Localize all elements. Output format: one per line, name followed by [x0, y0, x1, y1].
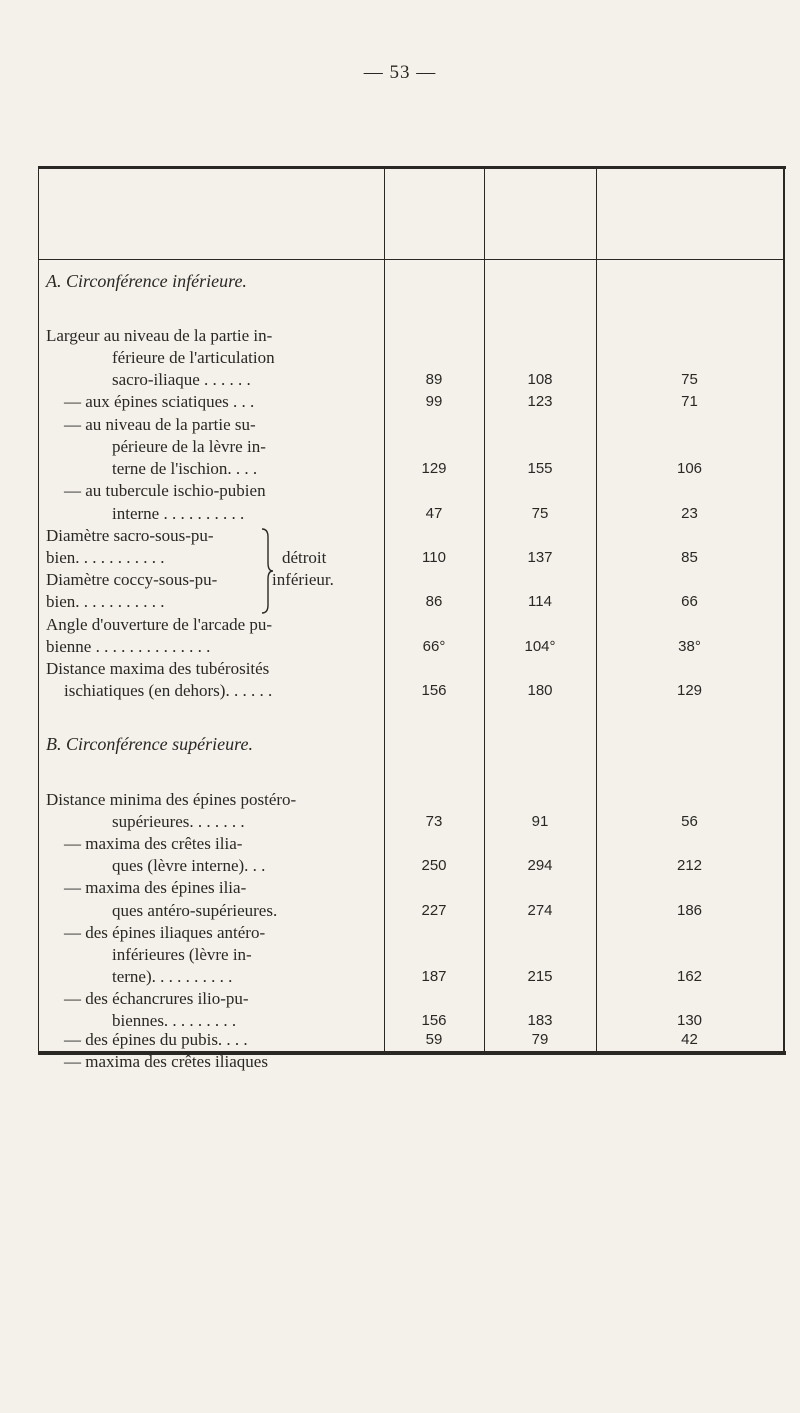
cell-value: 38°: [678, 638, 701, 655]
row-label-line: — au niveau de la partie su-: [64, 415, 256, 434]
row-label-line: férieure de l'articulation: [112, 348, 275, 367]
cell-value: 156: [421, 682, 447, 699]
row-label-line: ques antéro-supérieures.: [112, 901, 278, 920]
cell-value: 110: [422, 549, 446, 566]
cell-value: 99: [425, 393, 443, 410]
cell-value: 123: [527, 393, 553, 410]
row-label-line: Diamètre coccy-sous-pu-: [46, 570, 218, 589]
cell-value: 250: [421, 857, 447, 874]
cell-value: 71: [681, 393, 698, 410]
row-label-line: Angle d'ouverture de l'arcade pu-: [46, 615, 273, 634]
row-label-line: supérieures. . . . . . .: [112, 812, 245, 831]
cell-value: 187: [421, 968, 447, 985]
cell-value: 66: [681, 593, 698, 610]
row-label-line: interne . . . . . . . . . .: [112, 504, 245, 523]
row-label-line: ques (lèvre interne). . .: [112, 856, 266, 875]
cell-value: 79: [531, 1031, 549, 1048]
cell-value: 85: [681, 549, 698, 566]
cell-value: 56: [681, 813, 698, 830]
cell-value: 66°: [422, 638, 446, 655]
cell-value: 47: [425, 505, 443, 522]
row-label-line: Distance minima des épines postéro-: [46, 790, 297, 809]
row-label-line: terne). . . . . . . . . .: [112, 967, 233, 986]
row-label-line: biennes. . . . . . . . .: [112, 1011, 237, 1030]
cell-value: 114: [528, 593, 552, 610]
cell-value: 215: [527, 968, 553, 985]
row-label-line: Largeur au niveau de la partie in-: [46, 326, 273, 345]
cell-value: 108: [527, 371, 553, 388]
row-label-line: Diamètre sacro-sous-pu-: [46, 526, 214, 545]
cell-value: 42: [681, 1031, 698, 1048]
row-label-line: — des épines du pubis. . . .: [64, 1030, 248, 1049]
cell-value: 155: [527, 460, 553, 477]
cell-value: 89: [425, 371, 443, 388]
row-label-line: terne de l'ischion. . . .: [112, 459, 258, 478]
row-label-line: sacro-iliaque . . . . . .: [112, 370, 251, 389]
cell-value: 59: [425, 1031, 443, 1048]
cell-value: 75: [681, 371, 698, 388]
row-label-line: — maxima des épines ilia-: [64, 878, 247, 897]
cell-value: 91: [531, 813, 549, 830]
row-label-line: inférieures (lèvre in-: [112, 945, 252, 964]
section-title-b: B. Circonférence supérieure.: [46, 734, 253, 754]
cell-value: 186: [676, 902, 703, 919]
cell-value: 106: [676, 460, 703, 477]
row-label-line: — des épines iliaques antéro-: [64, 923, 266, 942]
cell-value: 104°: [524, 638, 556, 655]
cell-value: 212: [676, 857, 703, 874]
cell-value: 162: [676, 968, 703, 985]
row-label-line: — maxima des crêtes iliaques: [64, 1052, 268, 1071]
row-label-line: Distance maxima des tubérosités: [46, 659, 270, 678]
row-label-line: — au tubercule ischio-pubien: [64, 481, 266, 500]
cell-value: 294: [527, 857, 553, 874]
cell-value: 129: [676, 682, 703, 699]
row-label-line: — aux épines sciatiques . . .: [64, 392, 255, 411]
page-number: — 53 —: [363, 62, 437, 83]
cell-value: 137: [527, 549, 553, 566]
row-label-line: — maxima des crêtes ilia-: [64, 834, 243, 853]
brace-note: inférieur.: [272, 570, 334, 589]
cell-value: 274: [527, 902, 553, 919]
section-title-a: A. Circonférence inférieure.: [46, 271, 247, 291]
cell-value: 23: [681, 505, 698, 522]
cell-value: 227: [421, 902, 447, 919]
cell-value: 180: [527, 682, 553, 699]
brace-note: détroit: [282, 548, 327, 567]
cell-value: 130: [676, 1012, 703, 1029]
cell-value: 86: [425, 593, 443, 610]
table-lower-rows: [38, 166, 786, 1048]
cell-value: 75: [531, 505, 549, 522]
cell-value: 129: [421, 460, 447, 477]
row-label-line: bienne . . . . . . . . . . . . . .: [46, 637, 211, 656]
row-label-line: bien. . . . . . . . . . .: [46, 548, 165, 567]
row-label-line: périeure de la lèvre in-: [112, 437, 266, 456]
cell-value: 156: [421, 1012, 447, 1029]
table-row: [38, 1028, 785, 1052]
row-label-line: bien. . . . . . . . . . .: [46, 592, 165, 611]
cell-value: 73: [425, 813, 443, 830]
row-label-line: ischiatiques (en dehors). . . . . .: [64, 681, 273, 700]
table-row: [38, 1050, 785, 1074]
row-label-line: — des échancrures ilio-pu-: [64, 989, 249, 1008]
cell-value: 183: [527, 1012, 553, 1029]
